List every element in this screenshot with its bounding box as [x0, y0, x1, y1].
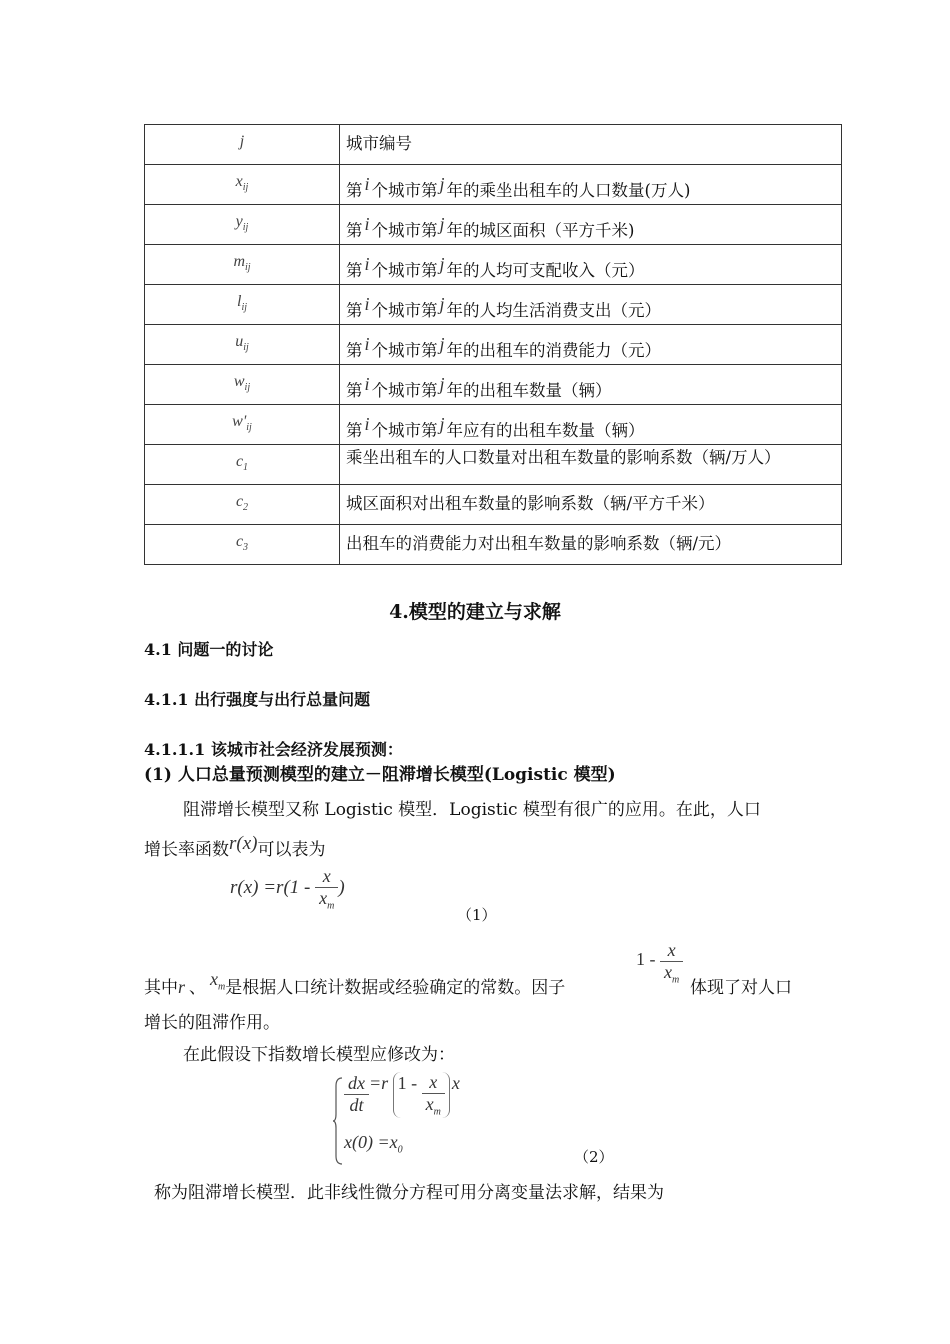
- symbol-cell: $y_{ij}$: [145, 205, 340, 245]
- paragraph-2-line-2: 增长的阻滞作用。: [144, 1013, 280, 1033]
- symbol-cell: $c_3$: [145, 525, 340, 565]
- symbol-cell: $w'_{ij}$: [145, 405, 340, 445]
- paragraph-3: 在此假设下指数增长模型应修改为：: [183, 1045, 455, 1065]
- heading-logistic-model: (1) 人口总量预测模型的建立－阻滞增长模型(Logistic 模型): [144, 765, 616, 785]
- heading-4-1-1-1: 4.1.1.1 该城市社会经济发展预测：: [144, 740, 403, 759]
- paragraph-2-line-1: 其中r 、 $x_m$是根据人口统计数据或经验确定的常数。因子: [144, 969, 566, 998]
- symbol-cell: j: [145, 125, 340, 165]
- description-cell: 第 i 个城市第 j 年的人均可支配收入（元）: [340, 245, 842, 285]
- table-row: [145, 245, 842, 285]
- equation-1-number: （1）: [457, 906, 497, 924]
- symbol-cell: $w_{ij}$: [145, 365, 340, 405]
- table-row: [145, 485, 842, 525]
- description-cell: 乘坐出租车的人口数量对出租车数量的影响系数（辆/万人）: [340, 445, 842, 485]
- heading-4-1: 4.1 问题一的讨论: [144, 640, 274, 659]
- description-cell: 城区面积对出租车数量的影响系数（辆/平方千米）: [340, 485, 842, 525]
- symbol-table: [144, 124, 842, 565]
- symbol-cell: $c_1$: [145, 445, 340, 485]
- rx-inline: r(x): [229, 833, 258, 854]
- paragraph-4: 称为阻滞增长模型．此非线性微分方程可用分离变量法求解，结果为: [154, 1183, 664, 1203]
- symbol-cell: $c_2$: [145, 485, 340, 525]
- description-cell: 第 i 个城市第 j 年的出租车的消费能力（元）: [340, 325, 842, 365]
- table-row: [145, 525, 842, 565]
- section-title: 4.模型的建立与求解: [389, 601, 561, 623]
- description-cell: 城市编号: [340, 125, 842, 165]
- equation-2-number: （2）: [574, 1148, 614, 1166]
- table-row: [145, 365, 842, 405]
- symbol-cell: $l_{ij}$: [145, 285, 340, 325]
- paragraph-1-line-2: 增长率函数r(x)可以表为: [144, 833, 326, 860]
- heading-4-1-1: 4.1.1 出行强度与出行总量问题: [144, 690, 371, 709]
- paragraph-2-tail: 体现了对人口: [690, 978, 792, 998]
- factor-expression: 1 - $\frac{x}{x_m}$: [636, 940, 683, 986]
- left-brace: [332, 1076, 344, 1166]
- table-row: [145, 445, 842, 485]
- table-row: [145, 405, 842, 445]
- description-cell: 第 i 个城市第 j 年的城区面积（平方千米): [340, 205, 842, 245]
- description-cell: 第 i 个城市第 j 年的出租车数量（辆）: [340, 365, 842, 405]
- description-cell: 出租车的消费能力对出租车数量的影响系数（辆/元）: [340, 525, 842, 565]
- equation-1: r(x) =r(1 - $\frac{x}{x_m}$ ): [230, 866, 345, 912]
- description-cell: 第 i 个城市第 j 年的乘坐出租车的人口数量(万人): [340, 165, 842, 205]
- symbol-cell: $u_{ij}$: [145, 325, 340, 365]
- table-row: [145, 285, 842, 325]
- symbol-cell: $x_{ij}$: [145, 165, 340, 205]
- symbol-cell: $m_{ij}$: [145, 245, 340, 285]
- paragraph-1-line-1: 阻滞增长模型又称 Logistic 模型．Logistic 模型有很广的应用。在此，人口: [183, 800, 761, 820]
- table-row: [145, 325, 842, 365]
- description-cell: 第 i 个城市第 j 年应有的出租车数量（辆）: [340, 405, 842, 445]
- table-row: [145, 165, 842, 205]
- table-row: [145, 205, 842, 245]
- description-cell: 第 i 个城市第 j 年的人均生活消费支出（元）: [340, 285, 842, 325]
- table-row: [145, 125, 842, 165]
